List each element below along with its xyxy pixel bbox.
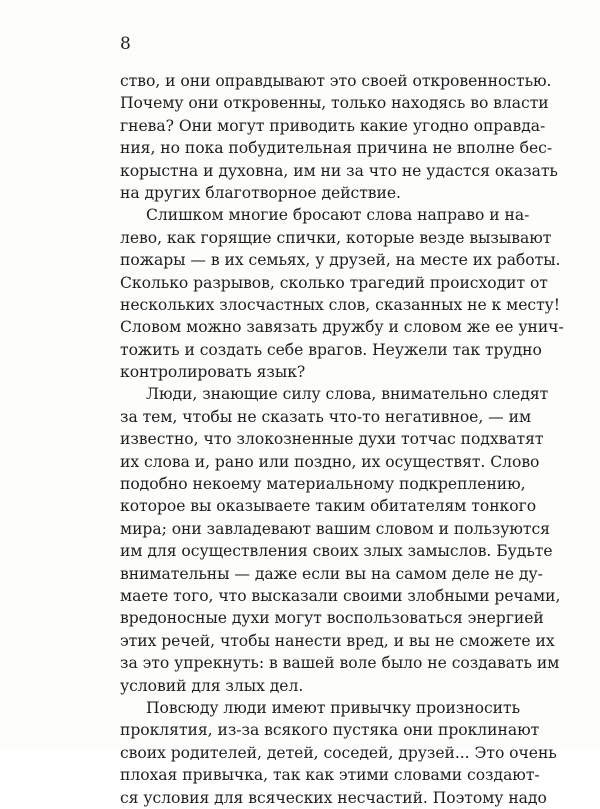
text-line: лево, как горящие спички, которые везде вызывают bbox=[120, 228, 552, 247]
text-line: вредоносные духи могут воспользоваться энергией bbox=[120, 609, 544, 628]
text-line: плохая привычка, так как этими словами создают- bbox=[120, 766, 540, 785]
text-line: Люди, знающие силу слова, внимательно следят bbox=[146, 385, 549, 404]
text-line: Повсюду люди имеют привычку произносить bbox=[146, 698, 521, 717]
text-line: известно, что злокозненные духи тотчас подхватят bbox=[120, 430, 544, 449]
body-text bbox=[120, 70, 564, 809]
page-number: 8 bbox=[120, 34, 131, 54]
text-line: им для осуществления своих злых замыслов. Будьте bbox=[120, 542, 553, 561]
text-line: Словом можно завязать дружбу и словом же ее унич- bbox=[120, 318, 564, 337]
text-line: за это упрекнуть: в вашей воле было не создавать им bbox=[120, 654, 560, 673]
text-line: подобно некоему материальному подкреплению, bbox=[120, 475, 526, 494]
text-line: внимательны — даже если вы на самом деле не ду- bbox=[120, 564, 543, 583]
text-line: нескольких злосчастных слов, сказанных не к месту! bbox=[120, 295, 561, 314]
text-line: своих родителей, детей, соседей, друзей... Это очень bbox=[120, 743, 557, 762]
text-line: мира; они завладевают вашим словом и пользуются bbox=[120, 519, 550, 538]
text-line: тожить и создать себе врагов. Неужели так трудно bbox=[120, 340, 542, 359]
text-line: Слишком многие бросают слова направо и на- bbox=[146, 206, 530, 225]
text-line: контролировать язык? bbox=[120, 363, 306, 382]
text-line: корыстна и духовна, им ни за что не удастся оказать bbox=[120, 161, 558, 180]
text-line: проклятия, из-за всякого пустяка они проклинают bbox=[120, 721, 540, 740]
text-line: пожары — в их семьях, у друзей, на месте их работы. bbox=[120, 251, 561, 270]
text-line: ния, но пока побудительная причина не вполне бес- bbox=[120, 139, 553, 158]
text-line: за тем, чтобы не сказать что-то негативное, — им bbox=[120, 407, 532, 426]
text-line: маете того, что высказали своими злобными речами, bbox=[120, 586, 561, 605]
text-line: этих речей, чтобы нанести вред, и вы не сможете их bbox=[120, 631, 555, 650]
text-line: их слова и, рано или поздно, их осуществят. Слово bbox=[120, 452, 540, 471]
text-line: на других благотворное действие. bbox=[120, 183, 401, 202]
text-line: ство, и они оправдывают это своей откровенностью. bbox=[120, 72, 552, 90]
text-line: гнева? Они могут приводить какие угодно оправда- bbox=[120, 116, 546, 135]
text-line: условий для злых дел. bbox=[120, 676, 304, 695]
text-line: ся условия для всяческих несчастий. Поэтому надо bbox=[120, 788, 547, 807]
text-line: Сколько разрывов, сколько трагедий происходит от bbox=[120, 273, 548, 292]
text-line: которое вы оказываете таким обитателям тонкого bbox=[120, 497, 537, 516]
text-line: Почему они откровенны, только находясь во власти bbox=[120, 94, 549, 113]
